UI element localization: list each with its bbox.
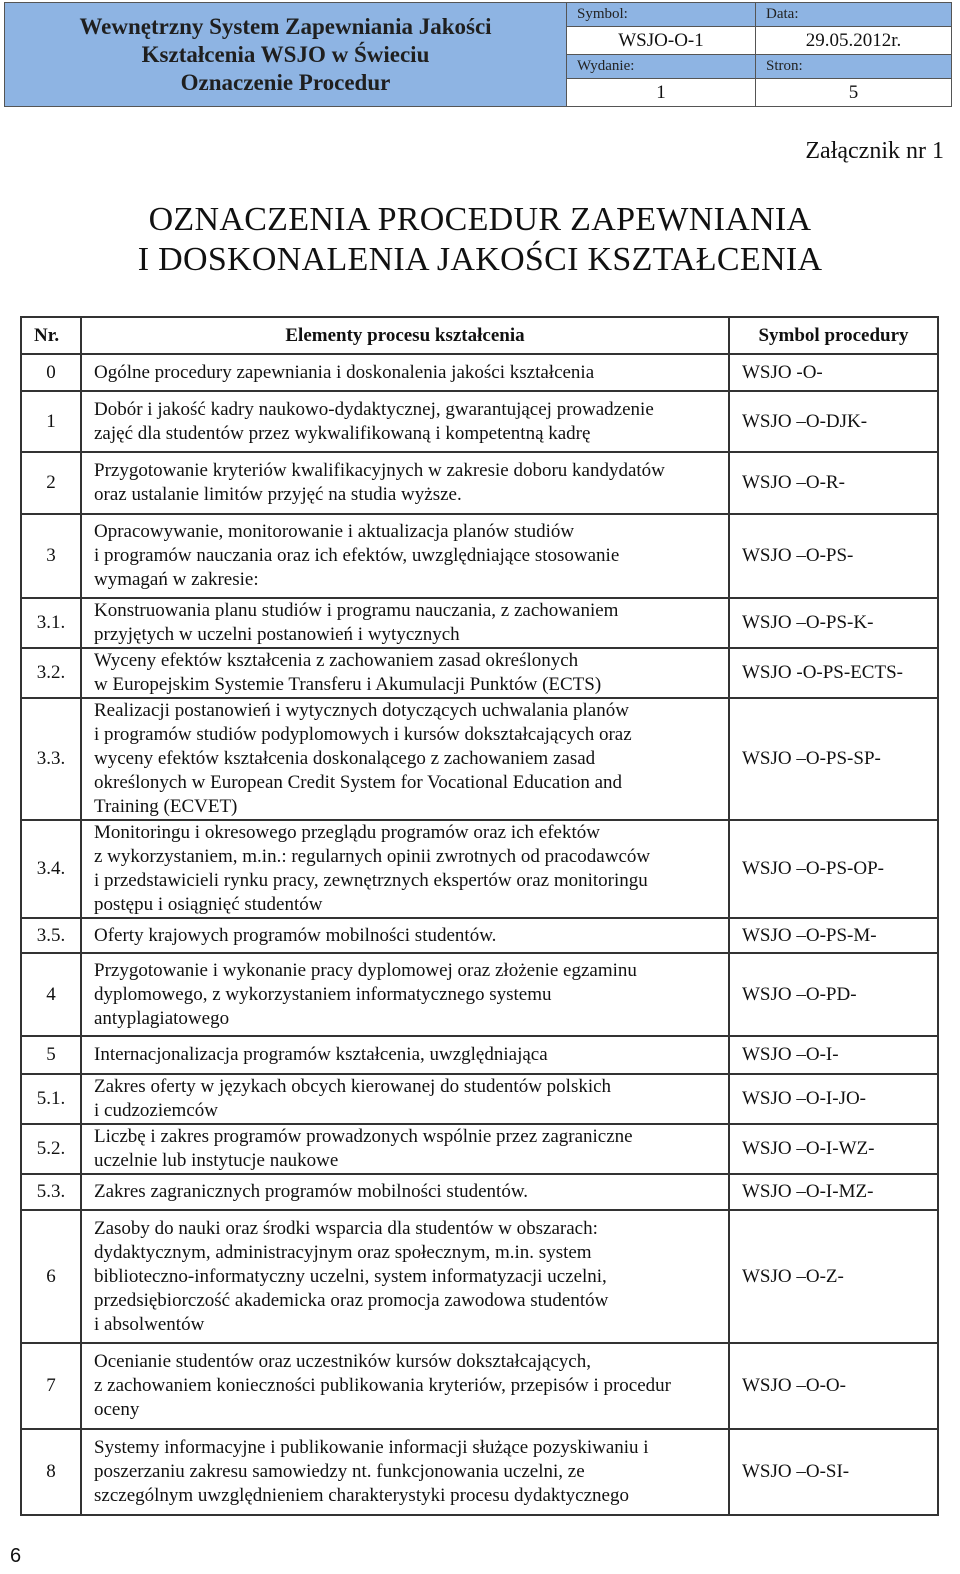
description-line: dyplomowego, z wykorzystaniem informatycznego systemu bbox=[94, 983, 552, 1005]
description-line: oraz ustalanie limitów przyjęć na studia wyższe. bbox=[94, 484, 462, 505]
table-row bbox=[21, 1210, 938, 1343]
table-row bbox=[21, 391, 938, 452]
row-procedure-symbol: WSJO –O-R- bbox=[729, 452, 938, 514]
row-number: 4 bbox=[21, 953, 81, 1036]
row-element-description bbox=[81, 1124, 729, 1174]
row-procedure-symbol: WSJO –O-O- bbox=[729, 1343, 938, 1429]
row-procedure-symbol: WSJO -O- bbox=[729, 354, 938, 391]
table-row bbox=[21, 354, 938, 391]
attachment-label: Załącznik nr 1 bbox=[805, 138, 944, 164]
row-procedure-symbol: WSJO –O-Z- bbox=[729, 1210, 938, 1343]
description-line: Realizacji postanowień i wytycznych dotyczących uchwalania planów bbox=[94, 700, 629, 721]
header-title-block bbox=[5, 3, 567, 106]
header-title-line-3: Oznaczenie Procedur bbox=[180, 69, 391, 95]
header-elements: Elementy procesu kształcenia bbox=[81, 317, 729, 354]
description-line: szczególnym uwzględnieniem charakterystyki procesu dydaktycznego bbox=[94, 1485, 629, 1506]
description-line: zajęć dla studentów przez wykwalifikowaną i kompetentną kadrę bbox=[94, 422, 591, 444]
row-number: 8 bbox=[21, 1429, 81, 1515]
description-line: Wyceny efektów kształcenia z zachowaniem zasad określonych bbox=[94, 650, 579, 671]
row-element-description bbox=[81, 1343, 729, 1429]
table-row bbox=[21, 598, 938, 648]
description-line: i cudzoziemców bbox=[94, 1100, 218, 1121]
table-row bbox=[21, 918, 938, 953]
description-line: Liczbę i zakres programów prowadzonych wspólnie przez zagraniczne bbox=[94, 1126, 633, 1147]
description-line: Przygotowanie kryteriów kwalifikacyjnych w zakresie doboru kandydatów bbox=[94, 460, 665, 481]
row-procedure-symbol: WSJO –O-I-JO- bbox=[729, 1074, 938, 1124]
procedures-table bbox=[20, 316, 939, 1516]
page-number: 6 bbox=[10, 1545, 22, 1567]
row-number: 3.4. bbox=[21, 820, 81, 918]
row-procedure-symbol: WSJO –O-SI- bbox=[729, 1429, 938, 1515]
table-row bbox=[21, 1074, 938, 1124]
date-value: 29.05.2012r. bbox=[755, 27, 951, 55]
row-procedure-symbol: WSJO –O-PS-M- bbox=[729, 918, 938, 953]
row-number: 3.5. bbox=[21, 918, 81, 953]
row-element-description bbox=[81, 1210, 729, 1343]
row-element-description bbox=[81, 698, 729, 820]
row-procedure-symbol: WSJO –O-PS-K- bbox=[729, 598, 938, 648]
row-element-description bbox=[81, 918, 729, 953]
table-row bbox=[21, 452, 938, 514]
description-line: wyceny efektów kształcenia doskonalącego z zachowaniem zasad bbox=[94, 748, 596, 769]
pages-value: 5 bbox=[755, 79, 951, 107]
description-line: określonych w European Credit System for Vocational Education and bbox=[94, 772, 623, 793]
description-line: z zachowaniem konieczności publikowania kryteriów, przepisów i procedur bbox=[94, 1375, 672, 1396]
description-line: Oferty krajowych programów mobilności studentów. bbox=[94, 924, 497, 946]
row-element-description bbox=[81, 953, 729, 1036]
document-header bbox=[4, 2, 952, 107]
row-number: 7 bbox=[21, 1343, 81, 1429]
description-line: antyplagiatowego bbox=[94, 1007, 230, 1029]
row-procedure-symbol: WSJO –O-PD- bbox=[729, 953, 938, 1036]
row-procedure-symbol: WSJO –O-I- bbox=[729, 1036, 938, 1074]
table-row bbox=[21, 1429, 938, 1515]
description-line: z wykorzystaniem, m.in.: regularnych opinii zwrotnych od pracodawców bbox=[94, 846, 651, 867]
header-title-line-2: Kształcenia WSJO w Świeciu bbox=[141, 41, 430, 67]
table-row bbox=[21, 698, 938, 820]
symbol-value: WSJO-O-1 bbox=[567, 27, 755, 55]
symbol-label: Symbol: bbox=[567, 3, 755, 27]
description-line: postępu i osiągnięć studentów bbox=[94, 894, 323, 915]
page-title bbox=[0, 200, 960, 280]
row-element-description bbox=[81, 391, 729, 452]
row-element-description bbox=[81, 820, 729, 918]
table-body bbox=[21, 354, 938, 1515]
row-element-description bbox=[81, 1036, 729, 1074]
row-number: 3 bbox=[21, 514, 81, 598]
row-number: 3.3. bbox=[21, 698, 81, 820]
row-element-description bbox=[81, 648, 729, 698]
row-number: 0 bbox=[21, 354, 81, 391]
description-line: i programów nauczania oraz ich efektów, uwzględniające stosowanie bbox=[94, 545, 620, 566]
table-row bbox=[21, 514, 938, 598]
table-row bbox=[21, 953, 938, 1036]
row-number: 3.1. bbox=[21, 598, 81, 648]
description-line: Monitoringu i okresowego przeglądu programów oraz ich efektów bbox=[94, 822, 600, 843]
row-element-description bbox=[81, 1074, 729, 1124]
description-line: i przedstawicieli rynku pracy, zewnętrznych ekspertów oraz monitoringu bbox=[94, 870, 648, 891]
table-row bbox=[21, 1343, 938, 1429]
row-element-description bbox=[81, 452, 729, 514]
row-number: 5 bbox=[21, 1036, 81, 1074]
table-row bbox=[21, 820, 938, 918]
description-line: przedsiębiorczość akademicka oraz promocja zawodowa studentów bbox=[94, 1289, 609, 1311]
row-element-description bbox=[81, 1174, 729, 1210]
edition-value: 1 bbox=[656, 82, 666, 103]
header-symbol: Symbol procedury bbox=[729, 317, 938, 354]
description-line: dydaktycznym, administracyjnym oraz społecznym, m.in. system bbox=[94, 1241, 592, 1263]
description-line: przyjętych w uczelni postanowień i wytycznych bbox=[94, 624, 460, 645]
row-procedure-symbol: WSJO –O-PS-OP- bbox=[729, 820, 938, 918]
row-procedure-symbol: WSJO -O-PS-ECTS- bbox=[729, 648, 938, 698]
description-line: i programów studiów podyplomowych i kursów dokształcających oraz bbox=[94, 724, 632, 745]
description-line: Ocenianie studentów oraz uczestników kursów dokształcających, bbox=[94, 1351, 591, 1372]
description-line: biblioteczno-informatyczny uczelni, system informatyzacji uczelni, bbox=[94, 1265, 607, 1287]
description-line: w Europejskim Systemie Transferu i Akumulacji Punktów (ECTS) bbox=[94, 674, 602, 695]
row-element-description bbox=[81, 514, 729, 598]
description-line: wymagań w zakresie: bbox=[94, 569, 259, 590]
row-procedure-symbol: WSJO –O-DJK- bbox=[729, 391, 938, 452]
description-line: Training (ECVET) bbox=[94, 796, 238, 817]
page-title-line-1: OZNACZENIA PROCEDUR ZAPEWNIANIA bbox=[148, 201, 812, 238]
description-line: Zasoby do nauki oraz środki wsparcia dla studentów w obszarach: bbox=[94, 1217, 598, 1239]
page-title-line-2: I DOSKONALENIA JAKOŚCI KSZTAŁCENIA bbox=[137, 241, 823, 278]
row-procedure-symbol: WSJO –O-I-WZ- bbox=[729, 1124, 938, 1174]
description-line: Ogólne procedury zapewniania i doskonalenia jakości kształcenia bbox=[94, 361, 595, 383]
header-nr: Nr. bbox=[21, 317, 81, 354]
row-procedure-symbol: WSJO –O-I-MZ- bbox=[729, 1174, 938, 1210]
description-line: uczelnie lub instytucje naukowe bbox=[94, 1150, 339, 1171]
row-element-description bbox=[81, 354, 729, 391]
row-procedure-symbol: WSJO –O-PS- bbox=[729, 514, 938, 598]
description-line: oceny bbox=[94, 1399, 140, 1420]
row-number: 6 bbox=[21, 1210, 81, 1343]
description-line: Konstruowania planu studiów i programu nauczania, z zachowaniem bbox=[94, 600, 619, 621]
row-number: 5.1. bbox=[21, 1074, 81, 1124]
table-row bbox=[21, 1174, 938, 1210]
description-line: Systemy informacyjne i publikowanie informacji służące pozyskiwaniu i bbox=[94, 1437, 649, 1458]
row-number: 5.3. bbox=[21, 1174, 81, 1210]
row-number: 1 bbox=[21, 391, 81, 452]
description-line: Zakres oferty w językach obcych kierowanej do studentów polskich bbox=[94, 1076, 612, 1097]
header-title-line-1: Wewnętrzny System Zapewniania Jakości bbox=[79, 13, 492, 39]
table-row bbox=[21, 1036, 938, 1074]
description-line: Internacjonalizacja programów kształcenia, uwzględniająca bbox=[94, 1044, 548, 1065]
row-number: 2 bbox=[21, 452, 81, 514]
description-line: i absolwentów bbox=[94, 1313, 205, 1335]
header-meta-block bbox=[567, 3, 951, 106]
table-header-row bbox=[21, 317, 938, 354]
row-number: 5.2. bbox=[21, 1124, 81, 1174]
row-procedure-symbol: WSJO –O-PS-SP- bbox=[729, 698, 938, 820]
description-line: Dobór i jakość kadry naukowo-dydaktycznej, gwarantującej prowadzenie bbox=[94, 398, 654, 420]
description-line: Przygotowanie i wykonanie pracy dyplomowej oraz złożenie egzaminu bbox=[94, 959, 637, 981]
date-label: Data: bbox=[755, 3, 951, 27]
description-line: Opracowywanie, monitorowanie i aktualizacja planów studiów bbox=[94, 521, 575, 542]
description-line: poszerzaniu zakresu samowiedzy nt. funkcjonowania uczelni, ze bbox=[94, 1461, 585, 1482]
row-element-description bbox=[81, 1429, 729, 1515]
pages-label: Stron: bbox=[755, 55, 951, 79]
table-row bbox=[21, 1124, 938, 1174]
row-element-description bbox=[81, 598, 729, 648]
edition-label: Wydanie: bbox=[567, 55, 755, 79]
table-row bbox=[21, 648, 938, 698]
row-number: 3.2. bbox=[21, 648, 81, 698]
description-line: Zakres zagranicznych programów mobilności studentów. bbox=[94, 1181, 529, 1202]
